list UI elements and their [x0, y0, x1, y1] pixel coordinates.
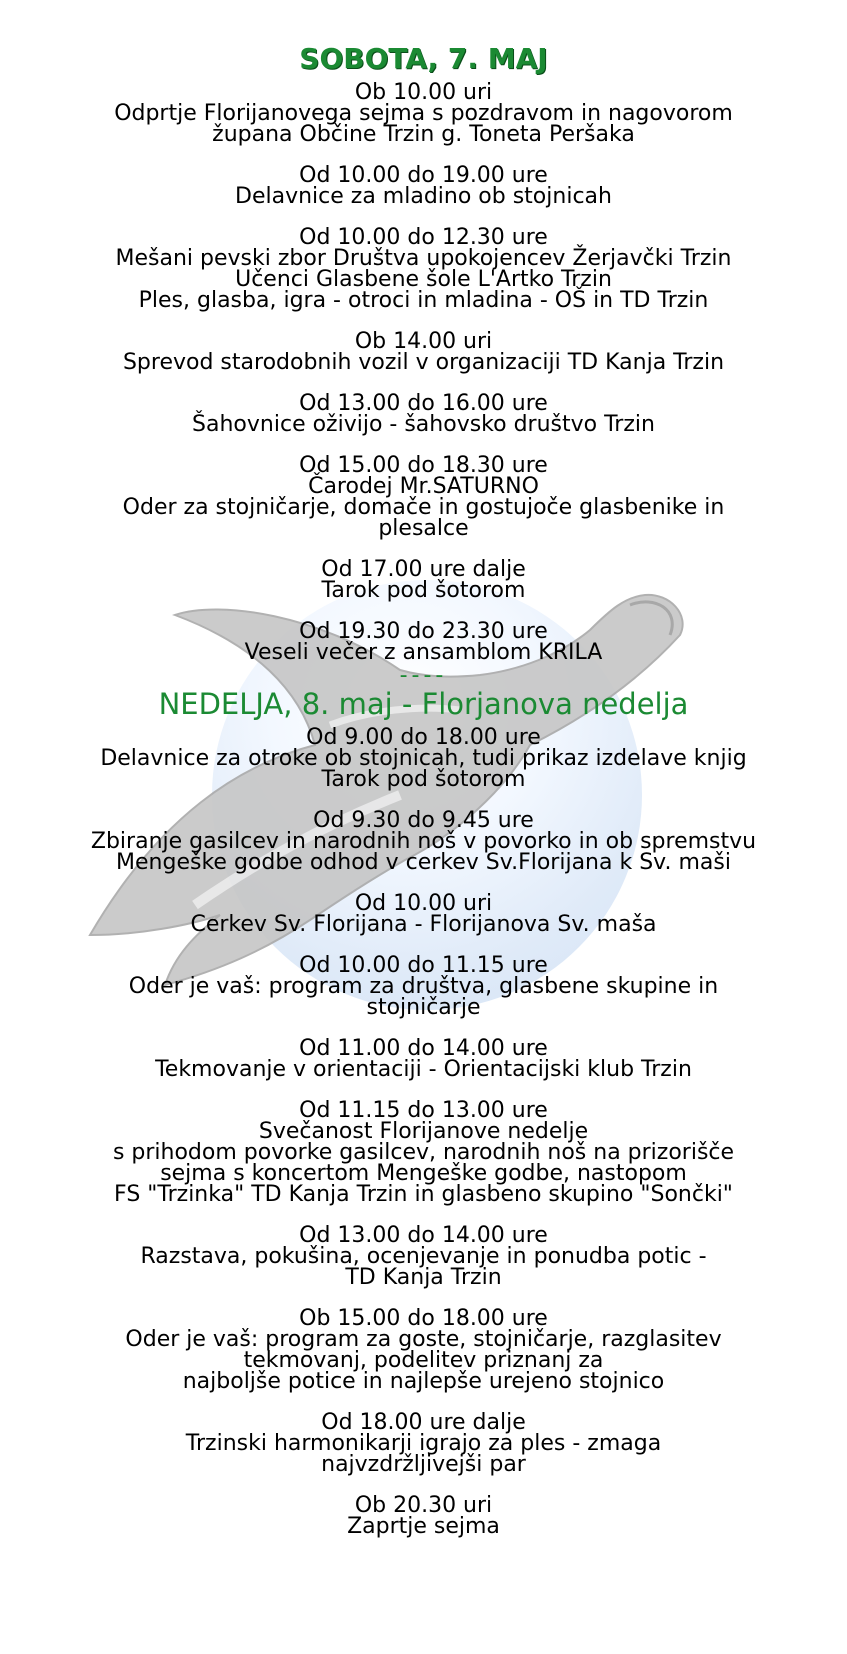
event-description: Delavnice za otroke ob stojnicah, tudi prikaz izdelave knjig	[100, 746, 747, 771]
event-description: Mešani pevski zbor Društva upokojencev Žerjavčki Trzin	[115, 246, 732, 271]
event-description: Veseli večer z ansamblom KRILA	[244, 640, 603, 665]
event-time: Ob 14.00 uri	[354, 329, 493, 354]
event-description: s prihodom povorke gasilcev, narodnih noš na prizorišče	[112, 1140, 735, 1165]
event-time: Od 10.00 do 12.30 ure	[299, 225, 548, 250]
event-description: Oder je vaš: program za društva, glasbene skupine in	[128, 974, 719, 999]
event-time: Od 10.00 uri	[354, 891, 493, 916]
program-event	[0, 955, 847, 1018]
event-time: Od 19.30 do 23.30 ure	[299, 619, 548, 644]
event-description: Trzinski harmonikarji igrajo za ples - zmaga	[185, 1431, 662, 1456]
event-description: Sprevod starodobnih vozil v organizaciji TD Kanja Trzin	[122, 350, 725, 375]
program-content	[0, 42, 847, 1557]
event-description: Tarok pod šotorom	[321, 767, 526, 792]
event-description: Zbiranje gasilcev in narodnih noš v povorko in ob spremstvu	[90, 829, 757, 854]
program-event	[0, 1225, 847, 1288]
event-description: Ples, glasba, igra - otroci in mladina - OŠ in TD Trzin	[138, 288, 709, 313]
event-description: Tarok pod šotorom	[321, 578, 526, 603]
event-description: župana Občine Trzin g. Toneta Peršaka	[212, 122, 635, 147]
event-description: Zaprtje sejma	[347, 1514, 500, 1539]
event-time: Od 10.00 do 11.15 ure	[299, 953, 548, 978]
event-description: Oder je vaš: program za goste, stojničarje, razglasitev	[125, 1327, 722, 1352]
event-description: Tekmovanje v orientaciji - Orientacijski klub Trzin	[155, 1057, 692, 1082]
event-description: najvzdržljivejši par	[321, 1452, 526, 1477]
event-time: Od 15.00 do 18.30 ure	[299, 453, 548, 478]
sunday-event-list	[0, 727, 847, 1537]
event-description: Odprtje Florijanovega sejma s pozdravom in nagovorom	[114, 101, 733, 126]
event-time: Od 13.00 do 16.00 ure	[299, 391, 548, 416]
event-description: Učenci Glasbene šole L'Artko Trzin	[235, 267, 612, 292]
event-time: Od 9.30 do 9.45 ure	[313, 808, 534, 833]
program-event	[0, 82, 847, 145]
section-divider: ----	[399, 663, 448, 688]
sunday-title: NEDELJA, 8. maj - Florjanova nedelja	[158, 687, 689, 721]
event-description: stojničarje	[366, 995, 481, 1020]
program-event	[0, 559, 847, 601]
event-description: Oder za stojničarje, domače in gostujoče glasbenike in	[122, 495, 725, 520]
event-description: FS "Trzinka" TD Kanja Trzin in glasbeno skupino "Sončki"	[114, 1182, 733, 1207]
event-description: Razstava, pokušina, ocenjevanje in ponudba potic -	[140, 1244, 707, 1269]
program-event	[0, 1308, 847, 1392]
event-time: Od 11.15 do 13.00 ure	[299, 1098, 548, 1123]
event-time: Od 17.00 ure dalje	[321, 557, 526, 582]
event-time: Ob 10.00 uri	[354, 80, 493, 105]
event-time: Ob 20.30 uri	[354, 1493, 493, 1518]
program-event	[0, 227, 847, 311]
event-description: najboljše potice in najlepše urejeno stojnico	[182, 1369, 665, 1394]
saturday-event-list	[0, 82, 847, 663]
event-description: tekmovanj, podelitev priznanj za	[243, 1348, 604, 1373]
event-description: TD Kanja Trzin	[345, 1265, 502, 1290]
program-event	[0, 165, 847, 207]
event-time: Od 18.00 ure dalje	[321, 1410, 526, 1435]
saturday-title: SOBOTA, 7. MAJ	[299, 42, 548, 75]
program-event	[0, 621, 847, 663]
program-event	[0, 1100, 847, 1205]
event-time: Od 9.00 do 18.00 ure	[306, 725, 541, 750]
program-event	[0, 1412, 847, 1475]
program-event	[0, 893, 847, 935]
event-description: Šahovnice oživijo - šahovsko društvo Trzin	[192, 412, 655, 437]
program-event	[0, 393, 847, 435]
program-event	[0, 727, 847, 790]
event-time: Od 10.00 do 19.00 ure	[299, 163, 548, 188]
program-event	[0, 1495, 847, 1537]
event-time: Ob 15.00 do 18.00 ure	[299, 1306, 548, 1331]
event-time: Od 13.00 do 14.00 ure	[299, 1223, 548, 1248]
program-event	[0, 455, 847, 539]
event-description: plesalce	[378, 516, 469, 541]
event-description: Svečanost Florijanove nedelje	[258, 1119, 589, 1144]
event-description: Cerkev Sv. Florijana - Florijanova Sv. maša	[190, 912, 657, 937]
event-description: Čarodej Mr.SATURNO	[308, 474, 539, 499]
program-event	[0, 331, 847, 373]
event-description: Delavnice za mladino ob stojnicah	[235, 184, 612, 209]
program-event	[0, 810, 847, 873]
event-time: Od 11.00 do 14.00 ure	[299, 1036, 548, 1061]
event-description: sejma s koncertom Mengeške godbe, nastopom	[160, 1161, 687, 1186]
event-description: Mengeške godbe odhod v cerkev Sv.Florijana k Sv. maši	[116, 850, 731, 875]
program-event	[0, 1038, 847, 1080]
